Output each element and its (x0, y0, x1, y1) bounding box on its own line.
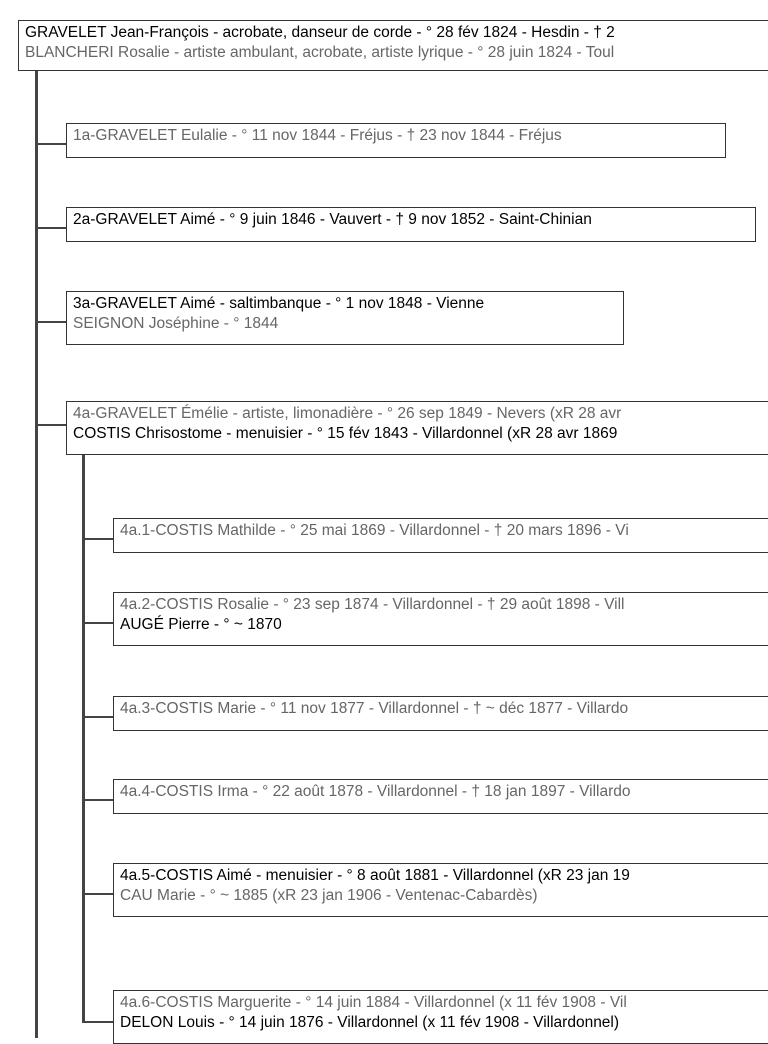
child-spouse-line: COSTIS Chrisostome - menuisier - ° 15 fév 1843 - Villardonnel (xR 28 avr 1869 (73, 425, 618, 442)
grandchild-person-line: 4a.5-COSTIS Aimé - menuisier - ° 8 août 1881 - Villardonnel (xR 23 jan 19 (120, 867, 630, 884)
grandchild-person-line: 4a.4-COSTIS Irma - ° 22 août 1878 - Villardonnel - † 18 jan 1897 - Villardo (120, 783, 631, 800)
sub-branch-line (82, 1021, 114, 1023)
sub-branch-line (82, 799, 114, 801)
grandchild-person-line: 4a.2-COSTIS Rosalie - ° 23 sep 1874 - Villardonnel - † 29 août 1898 - Vill (120, 596, 625, 613)
branch-line (35, 424, 67, 426)
grandchild-spouse-line: DELON Louis - ° 14 juin 1876 - Villardonnel (x 11 fév 1908 - Villardonnel) (120, 1014, 620, 1031)
grandchild-box-4a3[interactable] (113, 696, 768, 731)
root-trunk-line (35, 70, 38, 1038)
sub-branch-line (82, 716, 114, 718)
child-box-3a[interactable] (66, 291, 624, 345)
root-spouse-line: BLANCHERI Rosalie - artiste ambulant, acrobate, artiste lyrique - ° 28 juin 1824 - Toul (25, 44, 615, 61)
grandchild-box-4a4[interactable] (113, 779, 768, 814)
child-person-line: 1a-GRAVELET Eulalie - ° 11 nov 1844 - Fréjus - † 23 nov 1844 - Fréjus (73, 127, 562, 144)
branch-line (35, 321, 67, 323)
child-spouse-line: SEIGNON Joséphine - ° 1844 (73, 315, 279, 332)
grandchild-spouse-line: AUGÉ Pierre - ° ~ 1870 (120, 616, 282, 633)
grandchild-box-4a6[interactable] (113, 990, 768, 1044)
grandchild-spouse-line: CAU Marie - ° ~ 1885 (xR 23 jan 1906 - Ventenac-Cabardès) (120, 887, 538, 904)
branch-line (35, 143, 67, 145)
child-person-line: 2a-GRAVELET Aimé - ° 9 juin 1846 - Vauvert - † 9 nov 1852 - Saint-Chinian (73, 211, 592, 228)
root-person-line: GRAVELET Jean-François - acrobate, danseur de corde - ° 28 fév 1824 - Hesdin - † 2 (25, 24, 615, 41)
grandchild-person-line: 4a.3-COSTIS Marie - ° 11 nov 1877 - Villardonnel - † ~ déc 1877 - Villardo (120, 700, 629, 717)
grandchild-person-line: 4a.6-COSTIS Marguerite - ° 14 juin 1884 - Villardonnel (x 11 fév 1908 - Vil (120, 994, 627, 1011)
child-box-1a[interactable] (66, 123, 726, 158)
child-person-line: 4a-GRAVELET Émélie - artiste, limonadière - ° 26 sep 1849 - Nevers (xR 28 avr (73, 405, 622, 422)
sub-branch-line (82, 622, 114, 624)
root-couple-box[interactable] (18, 20, 768, 71)
child-box-4a[interactable] (66, 401, 768, 455)
sub-branch-line (82, 538, 114, 540)
grandchild-box-4a5[interactable] (113, 863, 768, 917)
child-box-2a[interactable] (66, 207, 756, 242)
sub-branch-line (82, 893, 114, 895)
branch-line (35, 227, 67, 229)
child-person-line: 3a-GRAVELET Aimé - saltimbanque - ° 1 nov 1848 - Vienne (73, 295, 485, 312)
grandchild-box-4a2[interactable] (113, 592, 768, 646)
grandchild-person-line: 4a.1-COSTIS Mathilde - ° 25 mai 1869 - Villardonnel - † 20 mars 1896 - Vi (120, 522, 629, 539)
grandchild-box-4a1[interactable] (113, 518, 768, 553)
